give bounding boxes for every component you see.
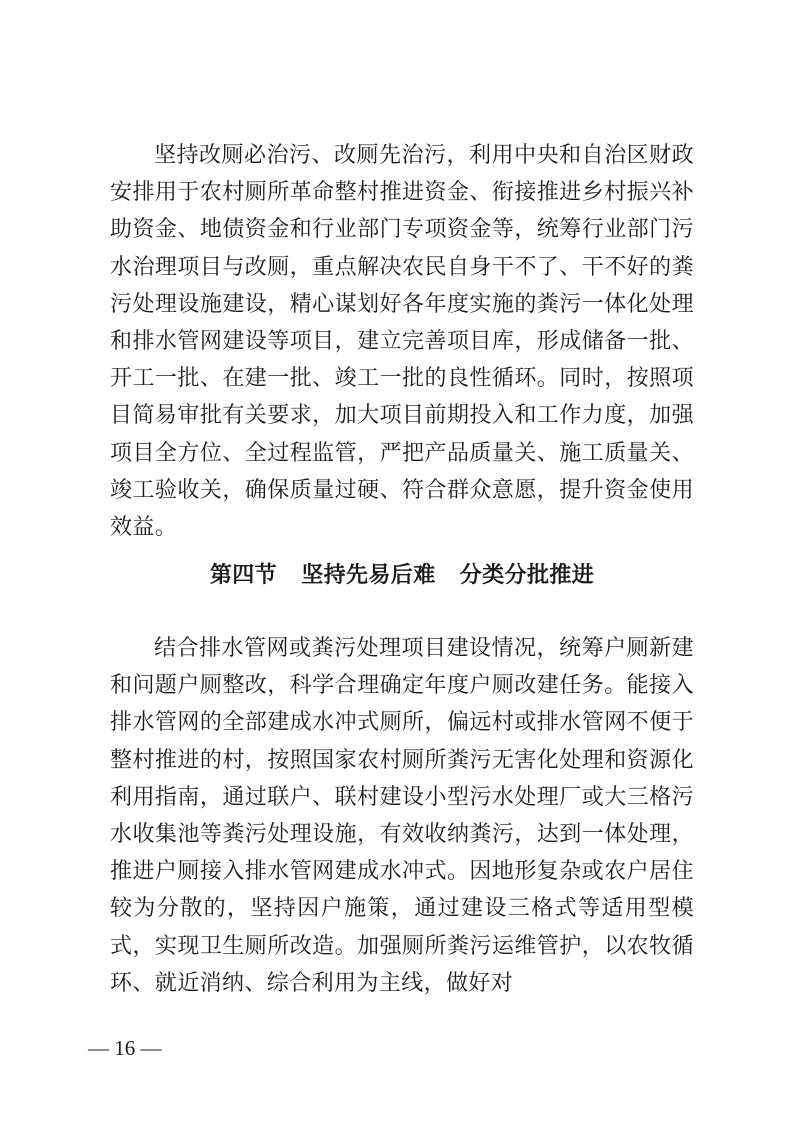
body-paragraph: 结合排水管网或粪污处理项目建设情况，统筹户厕新建和问题户厕整改，科学合理确定年度户厕改建任务。能接入排水管网的全部建成水冲式厕所，偏远村或排水管网不便于整村推进的村，按照国家农村厕所粪污无害化处理和资源化利用指南，通过联户、联村建设小型污水处理厂或大三格污水收集池等粪污处理设施，有效收纳粪污，达到一体处理，推进户厕接入排水管网建成水冲式。因地形复杂或农户居住较为分散的，坚持因户施策，通过建设三格式等适用型模式，实现卫生厕所改造。加强厕所粪污运维管护，以农牧循环、就近消纳、综合利用为主线，做好对 bbox=[110, 636, 694, 996]
page-number: — 16 — bbox=[88, 1036, 162, 1060]
section-heading: 第四节 坚持先易后难 分类分批推进 bbox=[209, 562, 595, 588]
body-paragraph: 坚持改厕必治污、改厕先治污，利用中央和自治区财政安排用于农村厕所革命整村推进资金、衔接推进乡村振兴补助资金、地债资金和行业部门专项资金等，统筹行业部门污水治理项目与改厕，重点解决农民自身干不了、干不好的粪污处理设施建设，精心谋划好各年度实施的粪污一体化处理和排水管网建设等项目，建立完善项目库，形成储备一批、开工一批、在建一批、竣工一批的良性循环。同时，按照项目简易审批有关要求，加大项目前期投入和工作力度，加强项目全方位、全过程监管，严把产品质量关、施工质量关、竣工验收关，确保质量过硬、符合群众意愿，提升资金使用效益。 bbox=[110, 143, 694, 541]
